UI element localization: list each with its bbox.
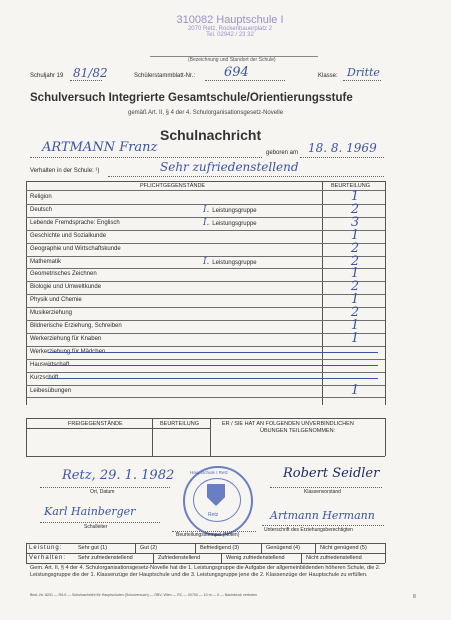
- subject-name: Physik und Chemie: [30, 297, 82, 304]
- free-top: [26, 418, 385, 419]
- row-line: [26, 320, 385, 321]
- group-number: I.: [203, 256, 213, 267]
- row-line: [26, 243, 385, 244]
- legend-top: [26, 543, 385, 544]
- free-left: [26, 418, 27, 456]
- row-line: [26, 385, 385, 386]
- page-marker: 8: [413, 594, 416, 600]
- verhalten-item: Zufriedenstellend: [158, 555, 201, 561]
- geboren-label: geboren am: [266, 150, 299, 156]
- subject-name: Geschichte und Sozialkunde: [30, 232, 107, 239]
- klasse-label: Klasse:: [318, 73, 338, 79]
- strike-line: [48, 352, 378, 353]
- schuljahr-value: 81/82: [73, 66, 108, 80]
- school-stamp-line2: 2070 Retz, Rockenbauerplatz 2: [187, 26, 273, 32]
- verhalten-item: Nicht zufriedenstellend: [306, 555, 362, 561]
- row-line: [26, 294, 385, 295]
- grade-value: 3: [350, 214, 360, 230]
- student-name: ARTMANN Franz: [42, 140, 158, 155]
- grade-value: 1: [350, 292, 360, 308]
- free-col2: BEURTEILUNG: [160, 421, 200, 427]
- free-div2: [210, 418, 211, 456]
- leistung-item: Genügend (4): [266, 545, 300, 551]
- legend-divider: [135, 543, 136, 553]
- strike-line: [48, 365, 378, 366]
- place-date-label: Ort, Datum: [90, 489, 115, 495]
- legend-bottom: [26, 563, 385, 564]
- subject-name: Hauswirtschaft: [30, 361, 70, 368]
- geboren-value: 18. 8. 1969: [308, 141, 377, 155]
- leistungsgruppe: [203, 257, 257, 267]
- row-line: [26, 397, 385, 398]
- leistung-label: Leistung:: [29, 545, 63, 551]
- verhalten-dots: [108, 176, 384, 177]
- legend-divider: [261, 543, 262, 553]
- schulleiter-signature: Karl Hainberger: [44, 505, 136, 518]
- header-bottom: [26, 190, 385, 191]
- legend-divider: [195, 543, 196, 553]
- subject-name: Leibesübungen: [30, 387, 72, 394]
- leistung-item: Befriedigend (3): [200, 545, 240, 551]
- beurteilung-label: Beurteilungsstempel (Noten): [176, 532, 240, 538]
- row-line: [26, 346, 385, 347]
- subject-name: Bildnerische Erziehung, Schreiben: [30, 323, 122, 329]
- group-label: Leistungsgruppe: [212, 220, 257, 227]
- row-line: [26, 230, 385, 231]
- group-number: I.: [203, 217, 213, 228]
- strike-line: [48, 378, 378, 379]
- row-line: [26, 359, 385, 360]
- subject-name: Deutsch: [30, 206, 53, 213]
- grade-value: 1: [350, 382, 360, 398]
- free-col1: FREIGEGENSTÄNDE: [68, 421, 123, 427]
- leistungsgruppe: [203, 205, 257, 215]
- free-col3-line2: ÜBUNGEN TEILGENOMMEN:: [260, 428, 336, 434]
- klassenvorstand-signature: Robert Seidler: [283, 466, 380, 481]
- legend-mid: [26, 553, 385, 554]
- grade-value: 1: [350, 266, 360, 282]
- place-date-dots: [40, 487, 170, 488]
- free-col3-line1: ER / SIE HAT AN FOLGENDEN UNVERBINDLICHEN: [222, 421, 354, 427]
- document-subtitle: gemäß Art. II, § 4 der 4. Schulorganisationsgesetz-Novelle: [128, 110, 284, 116]
- beurteilung-dots: [172, 531, 256, 532]
- stammblatt-dots: [205, 80, 285, 81]
- klassenvorstand-dots: [270, 487, 382, 488]
- subject-name: Geographie und Wirtschaftskunde: [30, 245, 121, 252]
- subject-name: Geometrisches Zeichnen: [30, 271, 97, 278]
- legend-divider: [153, 553, 154, 563]
- subject-name: Musikerziehung: [30, 310, 73, 317]
- group-number: I.: [203, 204, 213, 215]
- verhalten-value: Sehr zufriedenstellend: [160, 160, 299, 174]
- subject-name: Mathematik: [30, 258, 62, 265]
- grade-value: 2: [350, 305, 360, 321]
- erzieher-label: Unterschrift des Erziehungsberechtigten: [264, 527, 353, 533]
- row-line: [26, 268, 385, 269]
- free-right: [385, 418, 386, 456]
- subject-name: Lebende Fremdsprache: Englisch: [30, 219, 120, 226]
- klassenvorstand-label: Klassenvorstand: [304, 489, 341, 495]
- leistung-item: Gut (2): [140, 545, 158, 551]
- leistung-item: Sehr gut (1): [78, 545, 108, 551]
- table-top: [26, 181, 385, 182]
- schulleiter-dots: [40, 522, 160, 523]
- legend-divider: [315, 543, 316, 553]
- grade-value: 2: [350, 201, 360, 217]
- verhalten-item: Sehr zufriedenstellend: [78, 555, 133, 561]
- imprint: Best.-Nr. 8201 — RA 6 — Schulnachricht für Hauptschulen (Schulversuch) — ÖBV, Wien — RC — 00700 — 10 m — II — Nachdruck verboten: [30, 593, 257, 597]
- geboren-dots: [300, 157, 384, 158]
- document-title: Schulversuch Integrierte Gesamtschule/Orientierungsstufe: [30, 92, 353, 104]
- grade-value: 2: [350, 253, 360, 269]
- erzieher-dots: [262, 525, 384, 526]
- free-header-line: [26, 428, 210, 429]
- klasse-value: Dritte: [347, 66, 380, 79]
- group-label: Leistungsgruppe: [212, 207, 257, 214]
- school-stamp-line1: 310082 Hauptschule I: [176, 14, 284, 26]
- school-seal-text-top: Hauptschule I Retz: [190, 470, 229, 475]
- row-line: [26, 372, 385, 373]
- row-line: [26, 333, 385, 334]
- legend-left: [26, 543, 27, 563]
- grade-value: 1: [350, 318, 360, 333]
- school-stamp: [140, 14, 320, 38]
- stammblatt-label: Schülerstammblatt-Nr.:: [134, 73, 196, 79]
- row-line: [26, 281, 385, 282]
- subject-name: Werkerziehung für Knaben: [30, 335, 102, 342]
- header-subjects: PFLICHTGEGENSTÄNDE: [140, 183, 206, 189]
- grade-value: 2: [350, 240, 360, 256]
- header-grade: BEURTEILUNG: [331, 183, 371, 189]
- grade-value: 1: [350, 189, 360, 204]
- klasse-dots: [343, 80, 381, 81]
- free-bottom: [26, 456, 385, 457]
- erzieher-signature: Artmann Hermann: [270, 509, 375, 522]
- place-date: Retz, 29. 1. 1982: [62, 468, 175, 483]
- leistung-item: Nicht genügend (5): [320, 545, 367, 551]
- grade-value: 2: [350, 279, 360, 295]
- subject-name: Kurzschrift: [30, 374, 59, 381]
- schuljahr-label: Schuljahr 19: [30, 73, 64, 79]
- stamp-note: (Bezeichnung und Standort der Schule): [188, 57, 276, 63]
- name-dots: [30, 157, 262, 158]
- legend-divider: [221, 553, 222, 563]
- school-seal-text-bottom: Retz: [208, 512, 219, 518]
- schulnachricht-heading: Schulnachricht: [160, 127, 262, 143]
- stammblatt-value: 694: [224, 65, 249, 80]
- verhalten-legend-label: Verhalten:: [29, 555, 67, 561]
- subject-name: Religion: [30, 194, 52, 200]
- subject-name: Werkerziehung für Mädchen: [30, 348, 106, 355]
- verhalten-label: Verhalten in der Schule: ¹): [30, 168, 100, 174]
- grade-value: 1: [350, 227, 360, 243]
- verhalten-item: Wenig zufriedenstellend: [226, 555, 285, 561]
- legend-right: [385, 543, 386, 563]
- row-line: [26, 307, 385, 308]
- leistungsgruppe: [203, 218, 257, 228]
- schulleiter-label: Schulleiter: [84, 524, 108, 530]
- legend-divider: [301, 553, 302, 563]
- grade-value: 1: [350, 330, 360, 346]
- footnote: Gem. Art. II, § 4 der 4. Schulorganisationsgesetz-Novelle hat die 1. Leistungsgruppe die Aufgabe der allgemeinbildenden höheren Schule, die 2. Leistungsgruppe die der 1. Klassenzüge der Hauptschule und die 3. Leistungsgruppe jene die 2. Klassenzüge der Hauptschule zu erfüllen.: [30, 565, 381, 578]
- subject-name: Biologie und Umweltkunde: [30, 284, 102, 291]
- schuljahr-dots: [70, 80, 102, 81]
- table-right: [385, 181, 386, 405]
- group-label: Leistungsgruppe: [212, 259, 257, 266]
- free-div1: [152, 418, 153, 456]
- school-stamp-line3: Tel. 02942 / 23 32: [206, 32, 254, 38]
